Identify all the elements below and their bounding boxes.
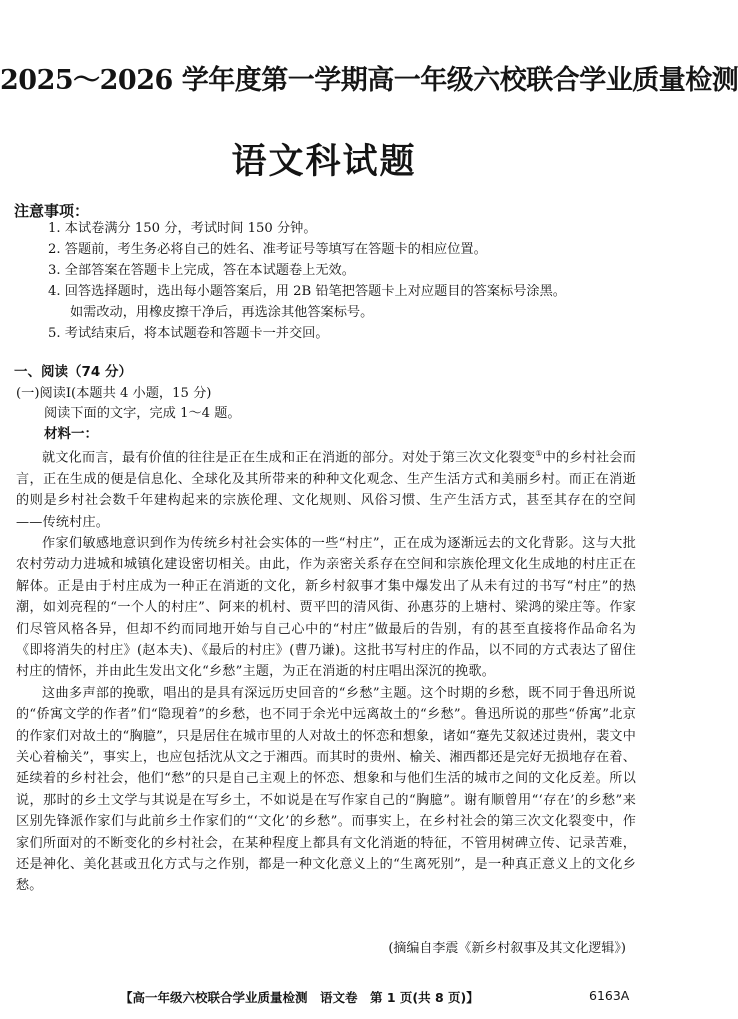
- paragraph-text: 就文化而言，最有价值的往往是正在生成和正在消逝的部分。对处于第三次文化裂变: [42, 450, 536, 466]
- section-heading: 一、阅读（74 分）: [14, 364, 132, 380]
- notice-list: [48, 218, 638, 344]
- sub-section-heading: (一)阅读Ⅰ(本题共 4 小题，15 分): [16, 386, 212, 401]
- notice-item-continuation: 如需改动，用橡皮擦干净后，再选涂其他答案标号。: [70, 305, 374, 320]
- source-citation: (摘编自李震《新乡村叙事及其文化逻辑》): [388, 941, 626, 956]
- article-body: [16, 443, 636, 897]
- footer-text: 【高一年级六校联合学业质量检测 语文卷 第 1 页(共 8 页)】: [120, 990, 479, 1005]
- exam-title: 2025～2026 学年度第一学期高一年级六校联合学业质量检测: [0, 65, 738, 96]
- article-paragraph: 作家们敏感地意识到作为传统乡村社会实体的一些“村庄”，正在成为逐渐远去的文化背影。这与大批农村劳动力进城和城镇化建设密切相关。由此，作为亲密关系存在空间和宗族伦理文化生成地的村庄正在解体。正是由于村庄成为一种正在消逝的文化，新乡村叙事才集中爆发出了从未有过的书写“村庄”的热潮，如刘亮程的“一个人的村庄”、阿来的机村、贾平凹的清风街、孙惠芬的上塘村、梁鸿的梁庄等。作家们尽管风格各异，但却不约而同地开始与自己心中的“村庄”做最后的告别，有的甚至直接将作品命名为《即将消失的村庄》(赵本夫)、《最后的村庄》(曹乃谦)。这批书写村庄的作品，以不同的方式表达了留住村庄的情怀，并由此生发出文化“乡愁”主题，为正在消逝的村庄唱出深沉的挽歌。: [16, 535, 636, 680]
- paragraph-text: 中的乡村社会而言，正在生成的便是信息化、全球化及其所带来的种种文化观念、生产生活方式和美丽乡村。而正在消逝的则是乡村社会数千年建构起来的宗族伦理、文化规则、风俗习惯、生产生活方式，甚至其存在的空间——传统村庄。: [16, 450, 637, 530]
- article-paragraph: 这曲多声部的挽歌，唱出的是具有深远历史回音的“乡愁”主题。这个时期的乡愁，既不同于鲁迅所说的“侨寓文学的作者”们“隐现着”的乡愁，也不同于余光中远离故土的“乡愁”。鲁迅所说的那些“侨寓”北京的作家们对故土的“胸臆”，只是居住在城市里的人对故土的怀恋和想象，诸如“蹇先艾叙述过贵州，裴文中关心着榆关”，事实上，也应包括沈从文之于湘西。而其时的贵州、榆关、湘西都还是完好无损地存在着、延续着的乡村社会，他们“愁”的只是自己主观上的怀恋、想象和与他们生活的城市之间的文化反差。所以说，那时的乡土文学与其说是在写乡土，不如说是在写作家自己的“胸臆”。谢有顺曾用“‘存在’的乡愁”来区别先锋派作家们与此前乡土作家们的“‘文化’的乡愁”。而事实上，在乡村社会的第三次文化裂变中，作家们所面对的不断变化的乡村社会，在某种程度上都具有文化消逝的特征，不管用树碑立传、记录苦难，还是神化、美化甚或丑化方式与之作别，都是一种文化意义上的“生离死别”，是一种真正意义上的文化乡愁。: [16, 685, 636, 894]
- notice-item: 5. 考试结束后，将本试题卷和答题卡一并交回。: [48, 326, 329, 341]
- exam-code: 6163A: [589, 988, 630, 1003]
- subject-title: 语文科试题: [231, 142, 417, 182]
- notice-item: 1. 本试卷满分 150 分，考试时间 150 分钟。: [48, 221, 317, 236]
- notice-heading: 注意事项：: [14, 202, 90, 220]
- material-label: 材料一：: [44, 426, 98, 442]
- notice-item: 2. 答题前，考生务必将自己的姓名、准考证号等填写在答题卡的相应位置。: [48, 242, 487, 257]
- notice-item: 4. 回答选择题时，选出每小题答案后，用 2B 铅笔把答题卡上对应题目的答案标号涂黑。: [48, 284, 566, 299]
- article-paragraph: [16, 443, 636, 533]
- notice-item: 3. 全部答案在答题卡上完成，答在本试题卷上无效。: [48, 263, 355, 278]
- reading-instruction: 阅读下面的文字，完成 1～4 题。: [44, 406, 241, 421]
- footnote-marker: ①: [535, 449, 543, 458]
